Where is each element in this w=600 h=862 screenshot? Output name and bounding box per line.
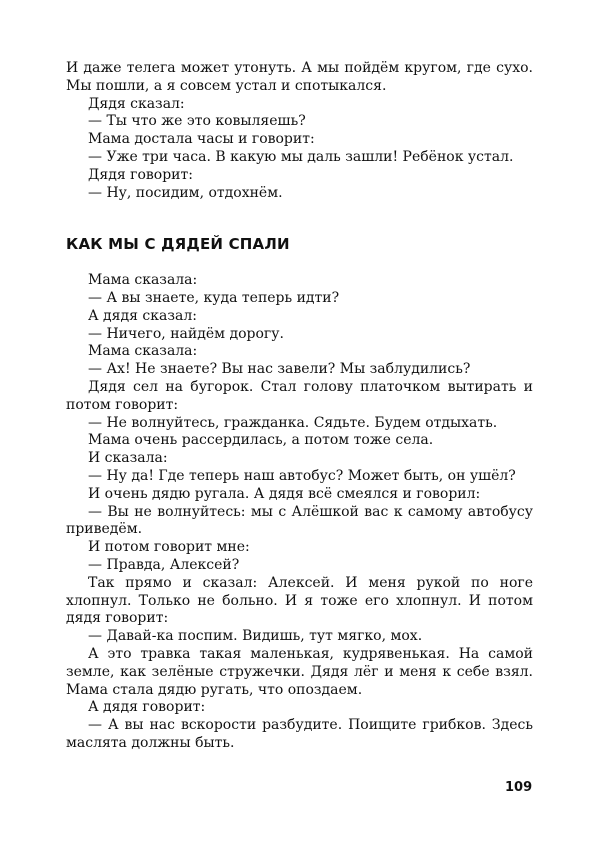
paragraph: Так прямо и сказал: Алексей. И меня рукой по ноге хлопнул. Только не больно. И я тоже его хлопнул. И потом дядя говорит:: [66, 574, 533, 627]
paragraph: Мама очень рассердилась, а потом тоже села.: [88, 432, 434, 449]
paragraph: Мама сказала:: [88, 272, 198, 289]
paragraph: А дядя сказал:: [88, 307, 197, 324]
intro-text: [66, 60, 533, 202]
paragraph: — Ну да! Где теперь наш автобус? Может быть, он ушёл?: [88, 467, 516, 484]
paragraph: Мама сказала:: [88, 343, 198, 360]
paragraph: — Ах! Не знаете? Вы нас завели? Мы заблудились?: [88, 361, 471, 378]
paragraph: — А вы нас вскорости разбудите. Поищите грибков. Здесь маслята должны быть.: [66, 717, 533, 751]
paragraph: Мама достала часы и говорит:: [88, 131, 315, 148]
chapter-title: КАК МЫ С ДЯДЕЙ СПАЛИ: [66, 235, 290, 254]
paragraph: И потом говорит мне:: [88, 539, 250, 556]
chapter-text: [66, 272, 533, 753]
book-page: [66, 60, 533, 753]
paragraph: Дядя сказал:: [88, 95, 185, 112]
paragraph: — Не волнуйтесь, гражданка. Сядьте. Будем отдыхать.: [88, 414, 498, 431]
paragraph: — А вы знаете, куда теперь идти?: [88, 289, 340, 306]
paragraph: — Ты что же это ковыляешь?: [88, 113, 306, 130]
paragraph: И очень дядю ругала. А дядя всё смеялся и говорил:: [88, 485, 481, 502]
paragraph: Дядя сел на бугорок. Стал голову платочком вытирать и потом говорит:: [66, 378, 533, 413]
paragraph: — Ну, посидим, отдохнём.: [88, 184, 283, 201]
paragraph: — Правда, Алексей?: [88, 556, 240, 573]
paragraph: А дядя говорит:: [88, 699, 206, 716]
paragraph: — Ничего, найдём дорогу.: [88, 325, 284, 342]
paragraph: А это травка такая маленькая, кудрявенькая. На самой земле, как зелёные стружечки. Дядя лёг и меня к себе взял. Мама стала дядю ругать, что опоздаем.: [66, 645, 533, 698]
paragraph: — Вы не волнуйтесь: мы с Алёшкой вас к самому автобусу приведём.: [66, 503, 533, 538]
paragraph: И даже телега может утонуть. А мы пойдём кругом, где сухо. Мы пошли, а я совсем устал и спотыкался.: [66, 60, 533, 94]
paragraph: — Уже три часа. В какую мы даль зашли! Ребёнок устал.: [88, 148, 514, 165]
paragraph: — Давай-ка поспим. Видишь, тут мягко, мох.: [88, 628, 423, 645]
paragraph: Дядя говорит:: [88, 166, 193, 183]
page-number: 109: [505, 780, 533, 795]
paragraph: И сказала:: [88, 450, 168, 467]
